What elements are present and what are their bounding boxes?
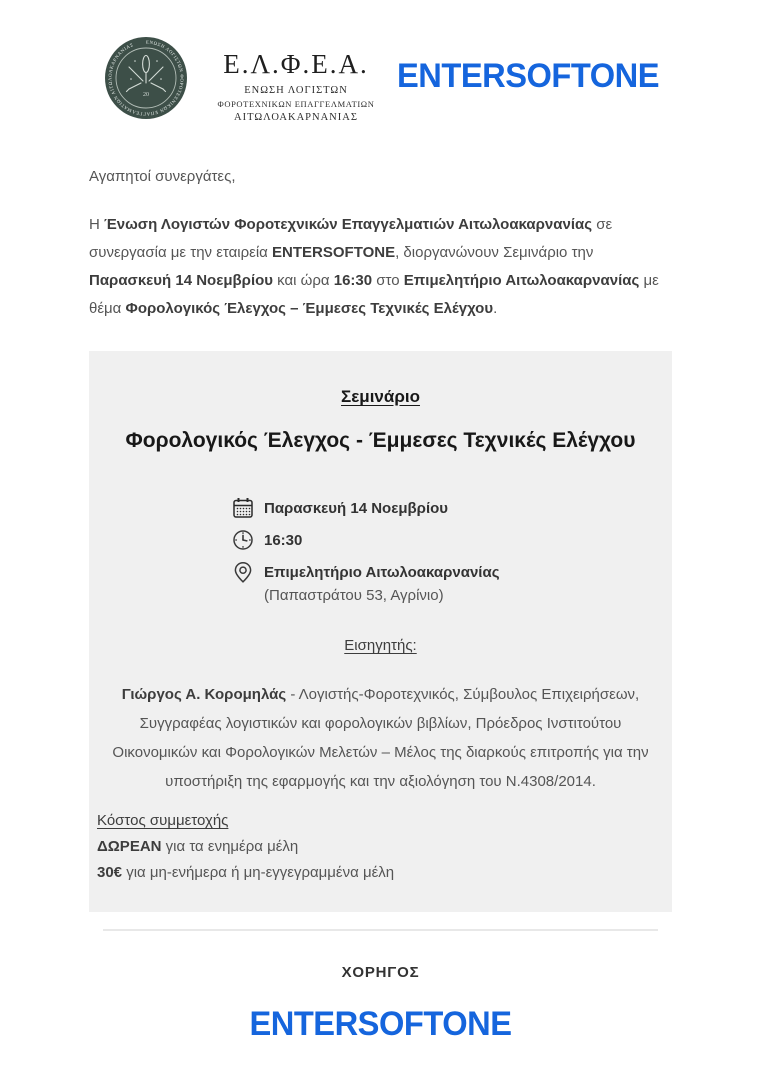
sponsor-logo-container — [89, 1005, 672, 1044]
time-bold: 16:30 — [333, 272, 373, 289]
intro-seg: σε συνεργασία με την εταιρεία — [89, 216, 613, 261]
intro-seg: με θέμα — [89, 272, 659, 317]
entersoftone-logo-footer: ENTERSOFTONE — [249, 1005, 512, 1043]
cost-line-paid — [97, 860, 664, 886]
footer-divider — [103, 929, 658, 931]
speaker-bio-text: - Λογιστής-Φοροτεχνικός, Σύμβουλος Επιχειρήσεων, Συγγραφέας λογιστικών και φορολογικών βιβλίων, Πρόεδρος Ινστιτούτου Οικονομικών και Φορολογικών Μελετών – Μέλος της διαρκούς επιτροπής για την υποστήριξη της εφαρμογής και την αξιολόγηση του Ν.4308/2014. — [112, 686, 649, 790]
sponsor-label: ΧΟΡΗΓΟΣ — [341, 964, 420, 981]
cost-paid-rest: για μη-ενήμερα ή μη-εγγεγραμμένα μέλη — [122, 864, 395, 881]
speaker-name: Γιώργος Α. Κορομηλάς — [121, 686, 287, 703]
venue-bold: Επιμελητήριο Αιτωλοακαρνανίας — [403, 272, 640, 289]
intro-seg: . — [493, 300, 498, 317]
calendar-icon — [232, 497, 254, 519]
seminar-venue: Επιμελητήριο Αιτωλοακαρνανίας — [264, 564, 500, 581]
topic-bold: Φορολογικός Έλεγχος – Έμμεσες Τεχνικές Ελέγχου — [125, 300, 494, 317]
speaker-heading: Εισηγητής: — [344, 637, 417, 654]
greeting-text: Αγαπητοί συνεργάτες, — [89, 168, 236, 185]
speaker-bio — [100, 680, 662, 796]
date-bold: Παρασκευή 14 Νοεμβρίου — [89, 272, 273, 289]
detail-row-time — [232, 529, 500, 551]
cost-heading: Κόστος συμμετοχής — [97, 812, 229, 829]
org-abbreviation: Ε.Λ.Φ.Ε.Α. — [223, 49, 369, 79]
email-body — [89, 0, 672, 1068]
seminar-date: Παρασκευή 14 Νοεμβρίου — [264, 500, 448, 517]
cost-section — [97, 808, 664, 886]
intro-seg: , διοργανώνουν Σεμινάριο την — [395, 244, 594, 261]
org-subtitle-line1: ΕΝΩΣΗ ΛΟΓΙΣΤΩΝ — [244, 85, 348, 96]
elfea-logo — [105, 25, 391, 123]
detail-row-location — [232, 561, 500, 607]
seminar-time: 16:30 — [264, 532, 303, 549]
svg-text:20: 20 — [143, 92, 149, 98]
seminar-label: Σεμινάριο — [341, 387, 420, 406]
partner-name-bold: ENTERSOFTONE — [272, 244, 396, 261]
cost-free-bold: ΔΩΡΕΑΝ — [97, 838, 162, 855]
seminar-details — [232, 497, 500, 607]
location-icon — [232, 561, 254, 583]
seminar-venue-address: (Παπαστράτου 53, Αγρίνιο) — [264, 587, 444, 604]
org-subtitle-line2: ΦΟΡΟΤΕΧΝΙΚΩΝ ΕΠΑΓΓΕΛΜΑΤΙΩΝ — [217, 99, 375, 109]
intro-seg: Η — [89, 216, 104, 233]
intro-seg: στο — [372, 272, 404, 289]
header — [89, 25, 672, 137]
seminar-info-box — [89, 351, 672, 912]
intro-seg: και ώρα — [273, 272, 334, 289]
cost-free-rest: για τα ενημέρα μέλη — [161, 838, 299, 855]
seal-curved-text: ΕΝΩΣΗ ΛΟΓΙΣΤΩΝ ΦΟΡΟΤΕΧΝΙΚΩΝ ΕΠΑΓΓΕΛΜΑΤΙΩΝ ΑΙΤΩΛΟΑΚΑΡΝΑΝΙΑΣ — [108, 40, 184, 116]
seminar-title: Φορολογικός Έλεγχος - Έμμεσες Τεχνικές Ελέγχου — [125, 429, 636, 452]
detail-row-date — [232, 497, 500, 519]
intro-paragraph — [89, 211, 672, 323]
org-subtitle-line3: ΑΙΤΩΛΟΑΚΑΡΝΑΝΙΑΣ — [234, 112, 358, 123]
org-name-bold: Ένωση Λογιστών Φοροτεχνικών Επαγγελματιών Αιτωλοακαρνανίας — [104, 216, 593, 233]
cost-line-free — [97, 834, 664, 860]
elfea-wordmark — [201, 49, 391, 123]
entersoftone-logo-header: ENTERSOFTONE — [397, 57, 660, 95]
cost-paid-bold: 30€ — [97, 864, 123, 881]
elfea-seal-icon — [105, 37, 187, 119]
clock-icon — [232, 529, 254, 551]
